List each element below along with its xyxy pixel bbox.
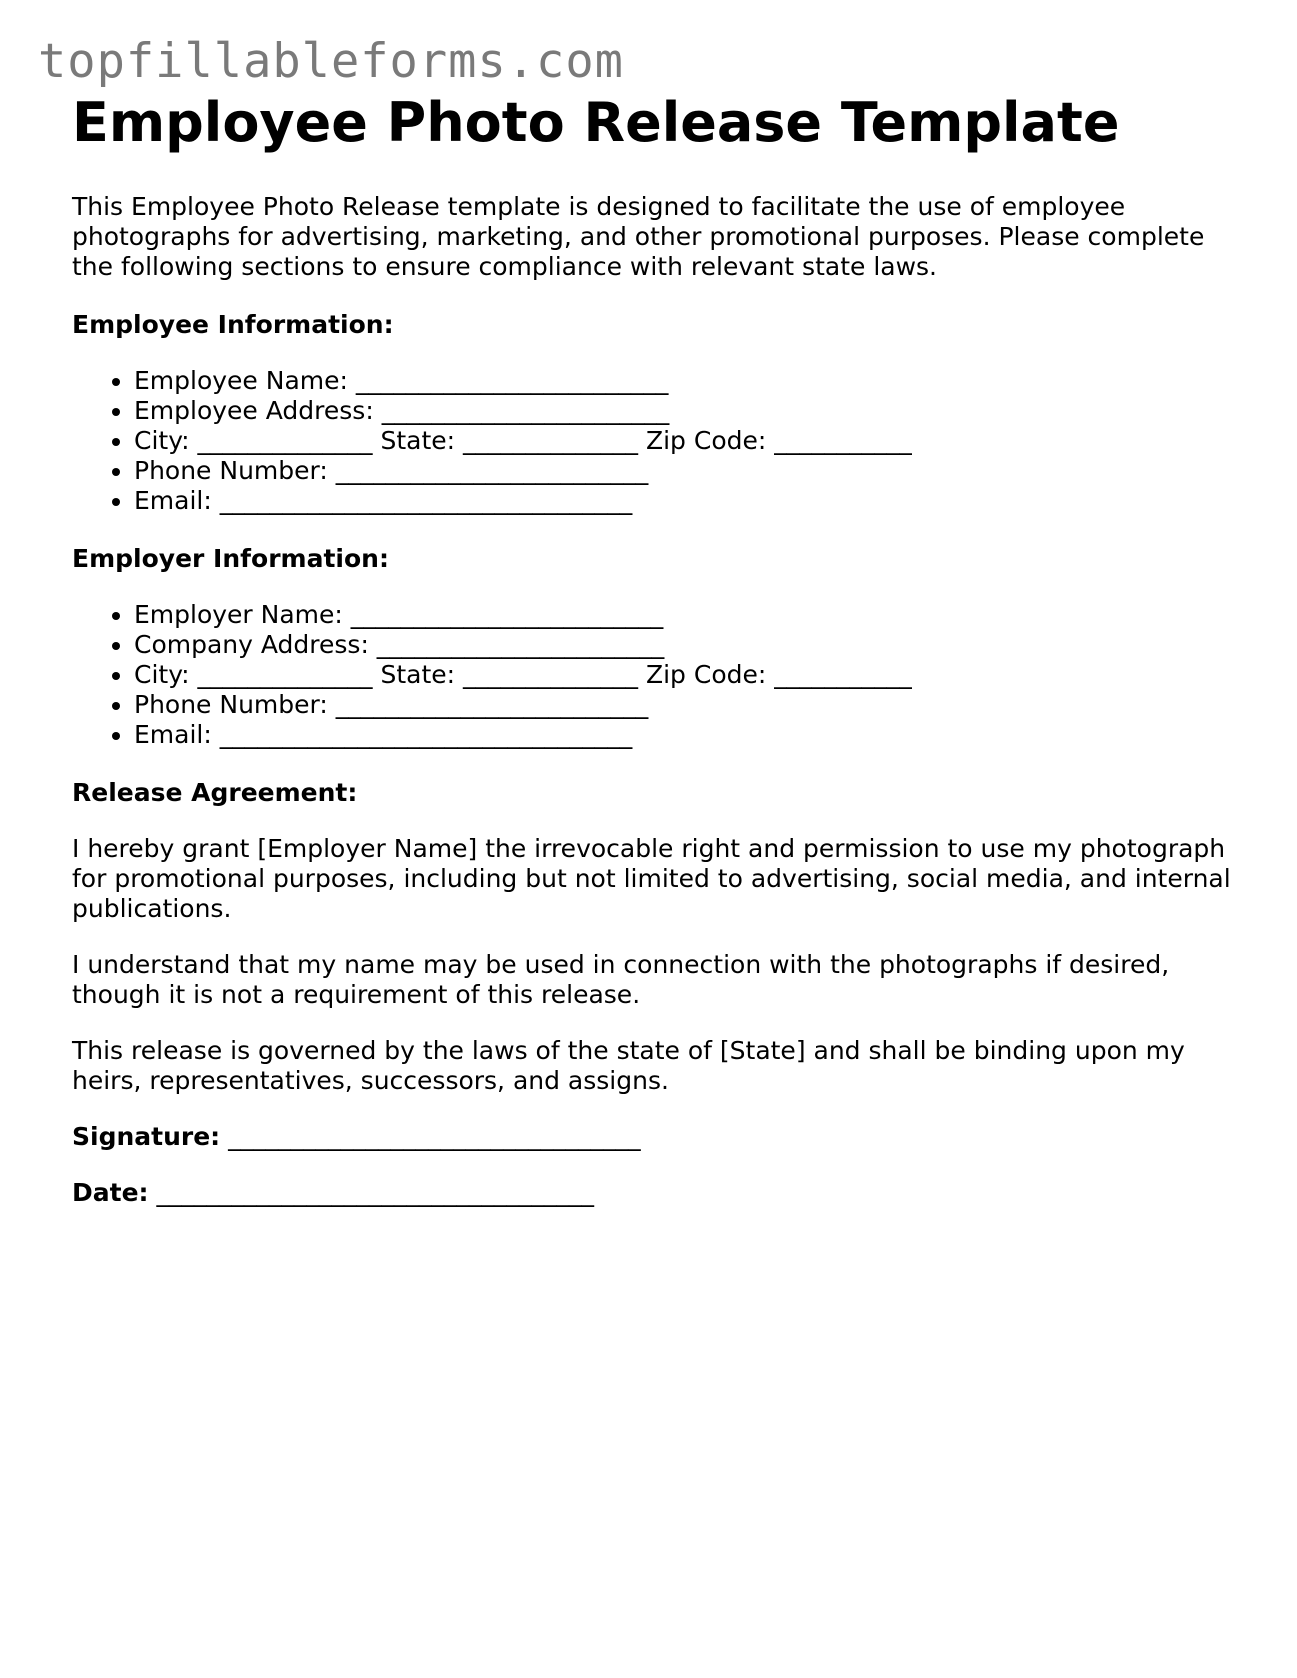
employer-info-list [72, 600, 1232, 750]
employer-section-heading: Employer Information: [72, 544, 389, 573]
employer-address-field: • Company Address: _______________________ [134, 630, 1232, 660]
employer-name-field: • Employer Name: _________________________ [134, 600, 1232, 630]
document-page [72, 88, 1232, 1208]
release-paragraph-2: I understand that my name may be used in connection with the photographs if desired, though it is not a requirement of this release. [72, 950, 1170, 1009]
employee-phone-field: • Phone Number: _________________________ [134, 456, 1232, 486]
date-label: Date: [72, 1178, 149, 1207]
signature-label: Signature: [72, 1122, 221, 1151]
watermark: topfillableforms.com [38, 34, 624, 89]
employee-email-field: • Email: _________________________________ [134, 486, 1232, 516]
date-line [72, 1178, 1232, 1208]
employer-phone-field: • Phone Number: _________________________ [134, 690, 1232, 720]
employee-city-state-zip-field: • City: ______________ State: ______________ Zip Code: ___________ [134, 426, 1232, 456]
release-paragraph-3: This release is governed by the laws of the state of [State] and shall be binding upon my heirs, representatives, successors, and assigns. [72, 1036, 1185, 1095]
employee-info-list [72, 366, 1232, 516]
signature-line [72, 1122, 1232, 1152]
intro-paragraph: This Employee Photo Release template is designed to facilitate the use of employee photographs for advertising, marketing, and other promotional purposes. Please complete the following sections to ensure compliance with relevant state laws. [72, 192, 1205, 281]
employee-name-field: • Employee Name: _________________________ [134, 366, 1232, 396]
signature-blank: _________________________________ [228, 1122, 641, 1151]
release-paragraph-1: I hereby grant [Employer Name] the irrevocable right and permission to use my photograph for promotional purposes, including but not limited to advertising, social media, and internal publications. [72, 834, 1231, 923]
date-blank: ___________________________________ [156, 1178, 594, 1207]
page-title: Employee Photo Release Template [72, 91, 1120, 154]
employer-email-field: • Email: _________________________________ [134, 720, 1232, 750]
employee-address-field: • Employee Address: _______________________ [134, 396, 1232, 426]
employer-city-state-zip-field: • City: ______________ State: ______________ Zip Code: ___________ [134, 660, 1232, 690]
release-section-heading: Release Agreement: [72, 778, 358, 807]
employee-section-heading: Employee Information: [72, 310, 394, 339]
